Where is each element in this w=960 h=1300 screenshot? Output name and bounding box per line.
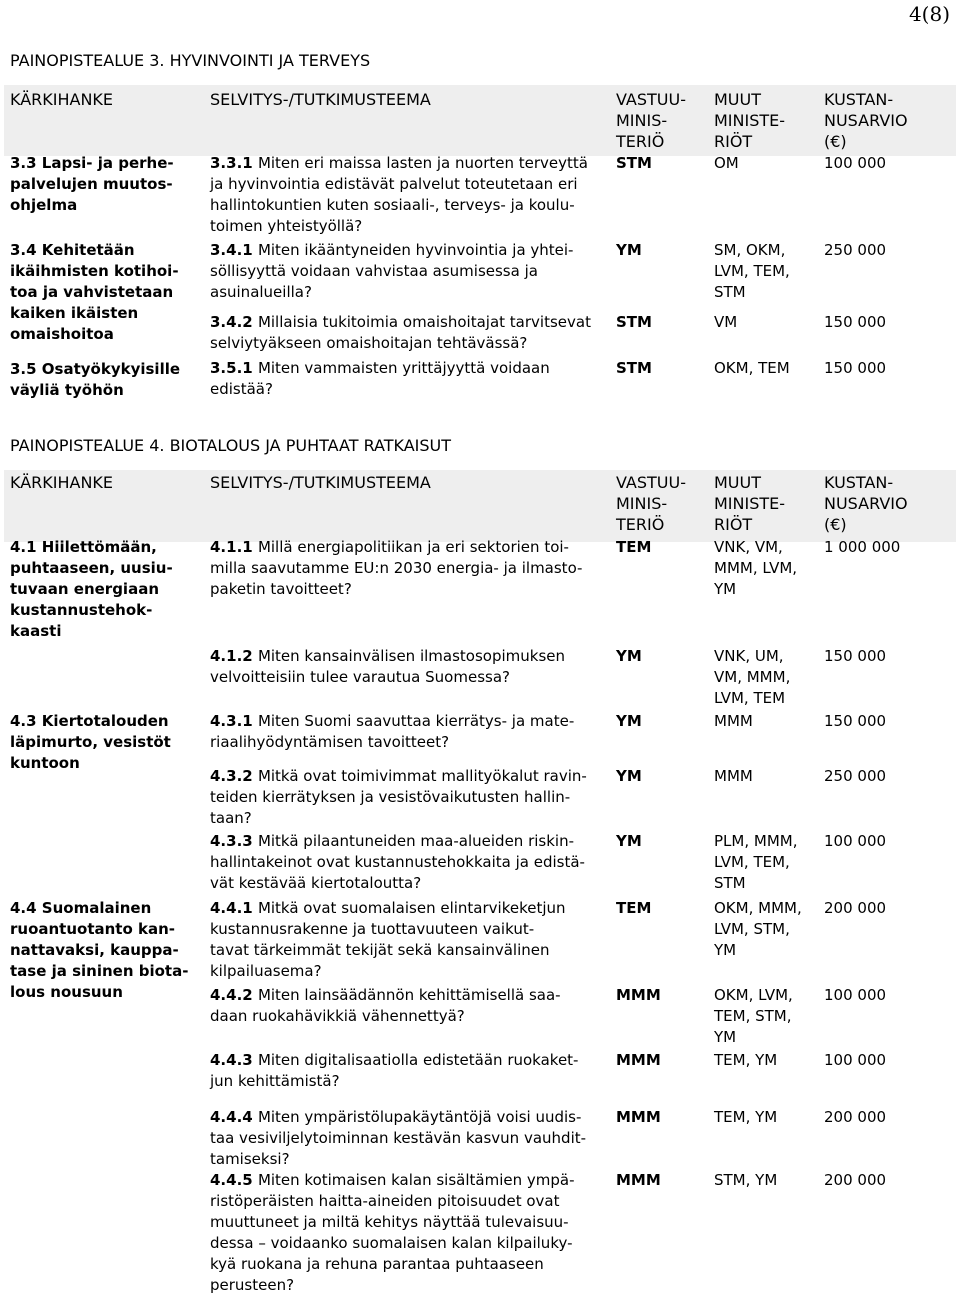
- topic-line: 4.3.2 Mitkä ovat toimivimmat mallityökalut ravin-: [210, 767, 587, 785]
- topic-number: 4.3.2: [210, 767, 258, 785]
- project-name: [10, 240, 190, 345]
- research-topic: [210, 537, 610, 600]
- header-vastuuministerio: [616, 89, 711, 152]
- topic-line: muuttuneet ja miltä kehitys näyttää tulevaisuu-: [210, 1213, 569, 1231]
- responsible-ministry: MMM: [616, 1171, 661, 1189]
- cost-estimate: 100 000: [824, 986, 887, 1004]
- project-line: 4.3 Kiertotalouden: [10, 712, 169, 730]
- topic-number: 3.3.1: [210, 154, 258, 172]
- header-vastuuministerio: [616, 472, 711, 535]
- topic-line: 4.3.1 Miten Suomi saavuttaa kierrätys- ja mate-: [210, 712, 575, 730]
- topic-number: 3.4.1: [210, 241, 258, 259]
- header-line: KUSTAN-: [824, 90, 894, 109]
- project-line: tuvaan energiaan: [10, 580, 159, 598]
- other-ministries: [714, 240, 819, 303]
- other-ministries: [714, 711, 819, 732]
- header-line: VASTUU-: [616, 90, 686, 109]
- topic-number: 4.4.4: [210, 1108, 258, 1126]
- research-topic: [210, 646, 610, 688]
- topic-line: milla saavutamme EU:n 2030 energia- ja ilmasto-: [210, 559, 583, 577]
- header-line: NUSARVIO: [824, 494, 908, 513]
- topic-line: 3.3.1 Miten eri maissa lasten ja nuorten terveyttä: [210, 154, 588, 172]
- ministry-line: VNK, VM,: [714, 538, 783, 556]
- research-topic: [210, 831, 610, 894]
- header-line: TERIÖ: [616, 515, 665, 534]
- header-line: RIÖT: [714, 515, 753, 534]
- header-line: MINIS-: [616, 494, 668, 513]
- header-selvitys-teema: SELVITYS-/TUTKIMUSTEEMA: [210, 473, 431, 492]
- research-topic: [210, 898, 610, 982]
- ministry-line: STM, YM: [714, 1171, 778, 1189]
- topic-line: riaalihyödyntämisen tavoitteet?: [210, 733, 450, 751]
- responsible-ministry: YM: [616, 647, 642, 665]
- project-line: väyliä työhön: [10, 381, 124, 399]
- other-ministries: [714, 766, 819, 787]
- header-line: TERIÖ: [616, 132, 665, 151]
- ministry-line: LVM, TEM,: [714, 262, 790, 280]
- topic-line: taan?: [210, 809, 252, 827]
- topic-line: tavat tärkeimmät tekijät sekä kansainvälinen: [210, 941, 550, 959]
- header-line: KUSTAN-: [824, 473, 894, 492]
- topic-line: velvoitteisiin tulee varautua Suomessa?: [210, 668, 510, 686]
- topic-number: 4.3.1: [210, 712, 258, 730]
- section-title: PAINOPISTEALUE 4. BIOTALOUS JA PUHTAAT RATKAISUT: [10, 436, 452, 455]
- cost-estimate: 250 000: [824, 767, 887, 785]
- topic-line: 3.4.2 Millaisia tukitoimia omaishoitajat tarvitsevat: [210, 313, 591, 331]
- responsible-ministry: YM: [616, 712, 642, 730]
- topic-line: 4.4.5 Miten kotimaisen kalan sisältämien ympä-: [210, 1171, 575, 1189]
- header-muut-ministeriot: [714, 472, 819, 535]
- responsible-ministry: TEM: [616, 899, 652, 917]
- ministry-line: OKM, MMM,: [714, 899, 802, 917]
- responsible-ministry: MMM: [616, 1108, 661, 1126]
- header-selvitys-teema: SELVITYS-/TUTKIMUSTEEMA: [210, 90, 431, 109]
- other-ministries: [714, 1107, 819, 1128]
- ministry-line: LVM, STM,: [714, 920, 790, 938]
- header-line: RIÖT: [714, 132, 753, 151]
- other-ministries: [714, 646, 819, 709]
- header-kustannusarvio: [824, 89, 954, 152]
- topic-line: söllisyyttä voidaan vahvistaa asumisessa ja: [210, 262, 538, 280]
- responsible-ministry: YM: [616, 832, 642, 850]
- project-name: [10, 359, 190, 401]
- topic-number: 4.3.3: [210, 832, 258, 850]
- project-line: kustannustehok-: [10, 601, 153, 619]
- research-topic: [210, 1050, 610, 1092]
- topic-line: 4.1.1 Millä energiapolitiikan ja eri sektorien toi-: [210, 538, 569, 556]
- topic-line: 4.1.2 Miten kansainvälisen ilmastosopimuksen: [210, 647, 566, 665]
- topic-line: kyä ruokana ja rehuna parantaa puhtaaseen: [210, 1255, 544, 1273]
- other-ministries: [714, 312, 819, 333]
- research-topic: [210, 985, 610, 1027]
- topic-number: 3.5.1: [210, 359, 258, 377]
- research-topic: [210, 358, 610, 400]
- cost-estimate: 100 000: [824, 1051, 887, 1069]
- topic-number: 4.4.3: [210, 1051, 258, 1069]
- ministry-line: VNK, UM,: [714, 647, 784, 665]
- project-line: kaasti: [10, 622, 62, 640]
- other-ministries: [714, 153, 819, 174]
- project-line: kuntoon: [10, 754, 80, 772]
- topic-line: 4.4.3 Miten digitalisaatiolla edistetään ruokaket-: [210, 1051, 579, 1069]
- ministry-line: OKM, LVM,: [714, 986, 793, 1004]
- cost-estimate: 150 000: [824, 359, 887, 377]
- topic-line: selviytyäkseen omaishoitajan tehtävässä?: [210, 334, 528, 352]
- ministry-line: STM: [714, 874, 746, 892]
- header-line: (€): [824, 132, 847, 151]
- ministry-line: YM: [714, 580, 737, 598]
- research-topic: [210, 711, 610, 753]
- topic-line: hallintakeinot ovat kustannustehokkaita ja edistä-: [210, 853, 585, 871]
- project-name: [10, 711, 190, 774]
- responsible-ministry: MMM: [616, 1051, 661, 1069]
- responsible-ministry: STM: [616, 359, 652, 377]
- project-line: palvelujen muutos-: [10, 175, 173, 193]
- research-topic: [210, 1107, 610, 1170]
- header-kustannusarvio: [824, 472, 954, 535]
- other-ministries: [714, 831, 819, 894]
- project-line: 3.4 Kehitetään: [10, 241, 135, 259]
- cost-estimate: 100 000: [824, 832, 887, 850]
- ministry-line: PLM, MMM,: [714, 832, 798, 850]
- other-ministries: [714, 1170, 819, 1191]
- other-ministries: [714, 985, 819, 1048]
- topic-line: ja hyvinvointia edistävät palvelut toteutetaan eri: [210, 175, 578, 193]
- ministry-line: VM, MMM,: [714, 668, 791, 686]
- topic-number: 4.4.2: [210, 986, 258, 1004]
- ministry-line: OKM, TEM: [714, 359, 790, 377]
- topic-line: tamiseksi?: [210, 1150, 290, 1168]
- project-line: 3.5 Osatyökykyisille: [10, 360, 181, 378]
- other-ministries: [714, 537, 819, 600]
- responsible-ministry: YM: [616, 767, 642, 785]
- ministry-line: LVM, TEM,: [714, 853, 790, 871]
- header-line: MUUT: [714, 90, 761, 109]
- project-line: lous nousuun: [10, 983, 123, 1001]
- header-line: MINISTE-: [714, 494, 786, 513]
- cost-estimate: 200 000: [824, 899, 887, 917]
- research-topic: [210, 1170, 610, 1296]
- project-line: toa ja vahvistetaan: [10, 283, 174, 301]
- ministry-line: STM: [714, 283, 746, 301]
- ministry-line: MMM, LVM,: [714, 559, 798, 577]
- ministry-line: TEM, YM: [714, 1051, 778, 1069]
- header-line: VASTUU-: [616, 473, 686, 492]
- responsible-ministry: STM: [616, 154, 652, 172]
- topic-number: 4.4.5: [210, 1171, 258, 1189]
- topic-line: paketin tavoitteet?: [210, 580, 352, 598]
- topic-number: 4.4.1: [210, 899, 258, 917]
- cost-estimate: 150 000: [824, 313, 887, 331]
- cost-estimate: 200 000: [824, 1171, 887, 1189]
- topic-number: 3.4.2: [210, 313, 258, 331]
- topic-line: daan ruokahävikkiä vähennettyä?: [210, 1007, 465, 1025]
- header-line: MINISTE-: [714, 111, 786, 130]
- topic-number: 4.1.2: [210, 647, 258, 665]
- other-ministries: [714, 1050, 819, 1071]
- cost-estimate: 250 000: [824, 241, 887, 259]
- header-line: NUSARVIO: [824, 111, 908, 130]
- topic-line: asuinalueilla?: [210, 283, 312, 301]
- topic-line: 4.4.1 Mitkä ovat suomalaisen elintarvikeketjun: [210, 899, 566, 917]
- cost-estimate: 200 000: [824, 1108, 887, 1126]
- project-name: [10, 153, 190, 216]
- header-line: MUUT: [714, 473, 761, 492]
- responsible-ministry: YM: [616, 241, 642, 259]
- topic-line: vät kestävää kiertotaloutta?: [210, 874, 422, 892]
- other-ministries: [714, 358, 819, 379]
- ministry-line: YM: [714, 941, 737, 959]
- ministry-line: YM: [714, 1028, 737, 1046]
- ministry-line: VM: [714, 313, 738, 331]
- research-topic: [210, 766, 610, 829]
- responsible-ministry: STM: [616, 313, 652, 331]
- project-line: kaiken ikäisten: [10, 304, 139, 322]
- project-line: ikäihmisten kotihoi-: [10, 262, 179, 280]
- topic-line: kilpailuasema?: [210, 962, 322, 980]
- ministry-line: TEM, YM: [714, 1108, 778, 1126]
- cost-estimate: 150 000: [824, 712, 887, 730]
- ministry-line: LVM, TEM: [714, 689, 786, 707]
- topic-line: ristöperäisten haitta-aineiden pitoisuudet ovat: [210, 1192, 560, 1210]
- project-line: 4.4 Suomalainen: [10, 899, 152, 917]
- topic-line: 3.4.1 Miten ikääntyneiden hyvinvointia ja yhtei-: [210, 241, 574, 259]
- cost-estimate: 100 000: [824, 154, 887, 172]
- topic-line: kustannusrakenne ja tuottavuuteen vaikut-: [210, 920, 535, 938]
- section-title: PAINOPISTEALUE 3. HYVINVOINTI JA TERVEYS: [10, 51, 371, 70]
- topic-line: hallintokuntien kuten sosiaali-, terveys- ja koulu-: [210, 196, 575, 214]
- header-karkihanke: KÄRKIHANKE: [10, 473, 114, 492]
- header-karkihanke: KÄRKIHANKE: [10, 90, 114, 109]
- project-name: [10, 898, 190, 1003]
- topic-line: teiden kierrätyksen ja vesistövaikutusten hallin-: [210, 788, 571, 806]
- project-line: puhtaaseen, uusiu-: [10, 559, 173, 577]
- project-line: ruoantuotanto kan-: [10, 920, 176, 938]
- topic-line: 3.5.1 Miten vammaisten yrittäjyyttä voidaan: [210, 359, 550, 377]
- responsible-ministry: TEM: [616, 538, 652, 556]
- header-line: (€): [824, 515, 847, 534]
- responsible-ministry: MMM: [616, 986, 661, 1004]
- ministry-line: OM: [714, 154, 739, 172]
- project-name: [10, 537, 190, 642]
- topic-line: 4.3.3 Mitkä pilaantuneiden maa-alueiden riskin-: [210, 832, 574, 850]
- project-line: läpimurto, vesistöt: [10, 733, 171, 751]
- topic-line: taa vesiviljelytoiminnan kestävän kasvun vauhdit-: [210, 1129, 587, 1147]
- topic-line: perusteen?: [210, 1276, 295, 1294]
- project-line: omaishoitoa: [10, 325, 114, 343]
- other-ministries: [714, 898, 819, 961]
- research-topic: [210, 312, 610, 354]
- topic-line: jun kehittämistä?: [210, 1072, 340, 1090]
- project-line: 4.1 Hiilettömään,: [10, 538, 157, 556]
- project-line: nattavaksi, kauppa-: [10, 941, 179, 959]
- topic-line: toimen yhteistyöllä?: [210, 217, 363, 235]
- project-line: ohjelma: [10, 196, 78, 214]
- cost-estimate: 1 000 000: [824, 538, 901, 556]
- cost-estimate: 150 000: [824, 647, 887, 665]
- topic-line: edistää?: [210, 380, 273, 398]
- page-number: 4(8): [908, 2, 950, 26]
- topic-line: 4.4.4 Miten ympäristölupakäytäntöjä voisi uudis-: [210, 1108, 582, 1126]
- ministry-line: MMM: [714, 712, 753, 730]
- topic-line: dessa – voidaanko suomalaisen kalan kilpailuky-: [210, 1234, 573, 1252]
- research-topic: [210, 240, 610, 303]
- topic-line: 4.4.2 Miten lainsäädännön kehittämisellä saa-: [210, 986, 561, 1004]
- header-muut-ministeriot: [714, 89, 819, 152]
- header-line: MINIS-: [616, 111, 668, 130]
- ministry-line: SM, OKM,: [714, 241, 786, 259]
- topic-number: 4.1.1: [210, 538, 258, 556]
- project-line: 3.3 Lapsi- ja perhe-: [10, 154, 174, 172]
- project-line: tase ja sininen biota-: [10, 962, 189, 980]
- ministry-line: TEM, STM,: [714, 1007, 792, 1025]
- ministry-line: MMM: [714, 767, 753, 785]
- research-topic: [210, 153, 610, 237]
